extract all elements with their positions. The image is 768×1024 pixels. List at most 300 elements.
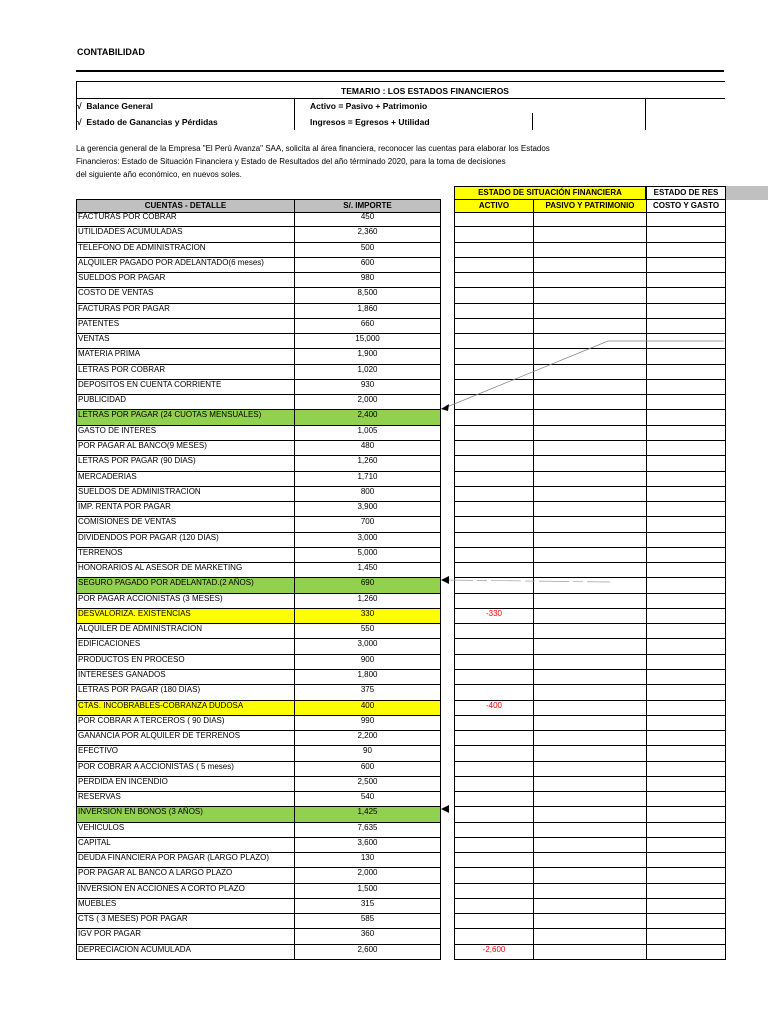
cell-activo[interactable] <box>454 655 533 670</box>
cell-cuenta[interactable]: HONORARIOS AL ASESOR DE MARKETING <box>76 563 294 578</box>
cell-activo[interactable] <box>454 487 533 502</box>
cell-activo[interactable] <box>454 380 533 395</box>
cell-importe[interactable]: 1,020 <box>294 365 441 380</box>
cell-cuenta[interactable]: MERCADERIAS <box>76 472 294 487</box>
cell-costo[interactable] <box>646 792 726 807</box>
cell-activo[interactable]: -330 <box>454 609 533 624</box>
table-row <box>76 395 726 410</box>
cell-activo[interactable] <box>454 853 533 868</box>
cell-importe[interactable]: 1,450 <box>294 563 441 578</box>
cell-activo[interactable] <box>454 899 533 914</box>
column-header-pasivo: PASIVO Y PATRIMONIO <box>533 199 647 213</box>
cell-costo[interactable] <box>646 838 726 853</box>
cell-costo[interactable] <box>646 655 726 670</box>
cell-activo[interactable] <box>454 410 533 425</box>
cell-importe[interactable]: 1,900 <box>294 349 441 364</box>
cell-pasivo[interactable] <box>533 716 646 731</box>
cell-importe[interactable]: 5,000 <box>294 548 441 563</box>
cell-pasivo[interactable] <box>533 746 646 761</box>
cell-cuenta[interactable]: PATENTES <box>76 319 294 334</box>
cell-activo[interactable] <box>454 716 533 731</box>
cell-costo[interactable] <box>646 609 726 624</box>
cell-cuenta[interactable]: CTS ( 3 MESES) POR PAGAR <box>76 914 294 929</box>
cell-activo[interactable] <box>454 472 533 487</box>
intro-line: Financieros: Estado de Situación Financiera y Estado de Resultados del año términado 2020, para la toma de decisiones <box>76 157 506 166</box>
cell-costo[interactable] <box>646 304 726 319</box>
table-row <box>76 258 726 273</box>
column-header-costo: COSTO Y GASTO <box>646 199 726 213</box>
cell-costo[interactable] <box>646 899 726 914</box>
cell-activo[interactable] <box>454 670 533 685</box>
cell-costo[interactable] <box>646 426 726 441</box>
cell-importe[interactable]: 600 <box>294 258 441 273</box>
cell-importe[interactable]: 375 <box>294 685 441 700</box>
cell-costo[interactable] <box>646 395 726 410</box>
cell-pasivo[interactable] <box>533 472 646 487</box>
cell-pasivo[interactable] <box>533 594 646 609</box>
table-row <box>76 914 726 929</box>
cell-importe[interactable]: 700 <box>294 517 441 532</box>
cell-pasivo[interactable] <box>533 624 646 639</box>
temario-item-label: Estado de Ganancias y Pérdidas <box>86 117 218 127</box>
cell-costo[interactable] <box>646 929 726 944</box>
cell-activo[interactable] <box>454 243 533 258</box>
cell-costo[interactable] <box>646 731 726 746</box>
table-row <box>76 319 726 334</box>
cell-cuenta[interactable]: LETRAS POR PAGAR (180 DIAS) <box>76 685 294 700</box>
cell-cuenta[interactable]: EDIFICACIONES <box>76 639 294 654</box>
cell-importe[interactable]: 315 <box>294 899 441 914</box>
cell-costo[interactable] <box>646 578 726 593</box>
cell-pasivo[interactable] <box>533 288 646 303</box>
cell-importe[interactable]: 3,900 <box>294 502 441 517</box>
cell-activo[interactable] <box>454 563 533 578</box>
cell-importe[interactable]: 3,600 <box>294 838 441 853</box>
cell-importe[interactable]: 3,000 <box>294 533 441 548</box>
table-row <box>76 792 726 807</box>
cell-pasivo[interactable] <box>533 319 646 334</box>
cell-importe[interactable]: 1,800 <box>294 670 441 685</box>
cell-costo[interactable] <box>646 533 726 548</box>
cell-cuenta[interactable]: MATERIA PRIMA <box>76 349 294 364</box>
table-row <box>76 701 726 716</box>
cell-importe[interactable]: 1,005 <box>294 426 441 441</box>
cell-costo[interactable] <box>646 746 726 761</box>
cell-cuenta[interactable]: TERRENOS <box>76 548 294 563</box>
table-row <box>76 670 726 685</box>
cell-costo[interactable] <box>646 807 726 822</box>
table-row <box>76 578 726 593</box>
table-row <box>76 227 726 242</box>
cell-costo[interactable] <box>646 334 726 349</box>
cell-pasivo[interactable] <box>533 655 646 670</box>
cell-pasivo[interactable] <box>533 899 646 914</box>
page-title: CONTABILIDAD <box>77 47 145 57</box>
cell-pasivo[interactable] <box>533 563 646 578</box>
cell-importe[interactable]: 930 <box>294 380 441 395</box>
cell-importe[interactable]: 480 <box>294 441 441 456</box>
cell-activo[interactable]: -2,600 <box>454 945 533 960</box>
table-row <box>76 777 726 792</box>
table-row <box>76 731 726 746</box>
cell-cuenta[interactable]: MUEBLES <box>76 899 294 914</box>
cell-activo[interactable] <box>454 212 533 227</box>
cell-activo[interactable] <box>454 258 533 273</box>
cell-costo[interactable] <box>646 685 726 700</box>
cell-activo[interactable] <box>454 273 533 288</box>
cell-pasivo[interactable] <box>533 456 646 471</box>
cell-importe[interactable]: 2,600 <box>294 945 441 960</box>
cell-activo[interactable] <box>454 334 533 349</box>
cell-pasivo[interactable] <box>533 533 646 548</box>
table-row <box>76 655 726 670</box>
cell-pasivo[interactable] <box>533 258 646 273</box>
cell-cuenta[interactable]: LETRAS POR COBRAR <box>76 365 294 380</box>
table-row <box>76 868 726 883</box>
cell-activo[interactable] <box>454 685 533 700</box>
cell-pasivo[interactable] <box>533 334 646 349</box>
cell-importe[interactable]: 550 <box>294 624 441 639</box>
cell-cuenta[interactable]: VENTAS <box>76 334 294 349</box>
table-row <box>76 441 726 456</box>
cell-pasivo[interactable] <box>533 807 646 822</box>
table-row <box>76 273 726 288</box>
check-icon: √ <box>77 117 82 127</box>
cell-cuenta[interactable]: CAPITAL <box>76 838 294 853</box>
cell-activo[interactable] <box>454 441 533 456</box>
cell-cuenta[interactable]: ALQUILER DE ADMINISTRACION <box>76 624 294 639</box>
cell-pasivo[interactable] <box>533 685 646 700</box>
cell-costo[interactable] <box>646 288 726 303</box>
cell-pasivo[interactable] <box>533 365 646 380</box>
cell-costo[interactable] <box>646 380 726 395</box>
cell-importe[interactable]: 660 <box>294 319 441 334</box>
cell-cuenta[interactable]: PUBLICIDAD <box>76 395 294 410</box>
cell-costo[interactable] <box>646 212 726 227</box>
cell-pasivo[interactable] <box>533 273 646 288</box>
temario-item-label: Balance General <box>86 101 154 111</box>
cell-cuenta[interactable]: POR PAGAR AL BANCO A LARGO PLAZO <box>76 868 294 883</box>
cell-pasivo[interactable] <box>533 349 646 364</box>
cell-cuenta[interactable]: DEPRECIACION ACUMULADA <box>76 945 294 960</box>
cell-costo[interactable] <box>646 563 726 578</box>
intro-paragraph <box>76 142 596 181</box>
cell-pasivo[interactable] <box>533 823 646 838</box>
cell-cuenta[interactable]: VEHICULOS <box>76 823 294 838</box>
cell-pasivo[interactable] <box>533 212 646 227</box>
intro-line: La gerencia general de la Empresa "El Perú Avanza" SAA, solicita al área financiera, reconocer las cuentas para elaborar los Estados <box>76 144 550 153</box>
cell-pasivo[interactable] <box>533 517 646 532</box>
cell-importe[interactable]: 585 <box>294 914 441 929</box>
cell-costo[interactable] <box>646 472 726 487</box>
cell-activo[interactable] <box>454 807 533 822</box>
cell-pasivo[interactable] <box>533 395 646 410</box>
table-row <box>76 624 726 639</box>
cell-importe[interactable]: 2,360 <box>294 227 441 242</box>
cell-costo[interactable] <box>646 914 726 929</box>
table-row <box>76 594 726 609</box>
cell-pasivo[interactable] <box>533 487 646 502</box>
cell-importe[interactable]: 980 <box>294 273 441 288</box>
table-row <box>76 410 726 425</box>
cell-pasivo[interactable] <box>533 884 646 899</box>
cell-activo[interactable] <box>454 868 533 883</box>
cell-costo[interactable] <box>646 243 726 258</box>
column-header-importe: S/. IMPORTE <box>294 199 441 213</box>
gray-strip <box>726 186 768 200</box>
temario-col-divider <box>294 98 295 130</box>
table-row <box>76 334 726 349</box>
cell-costo[interactable] <box>646 548 726 563</box>
cell-activo[interactable] <box>454 639 533 654</box>
cell-costo[interactable] <box>646 853 726 868</box>
cell-activo[interactable] <box>454 349 533 364</box>
cell-importe[interactable]: 500 <box>294 243 441 258</box>
cell-importe[interactable]: 1,260 <box>294 594 441 609</box>
cell-importe[interactable]: 2,000 <box>294 395 441 410</box>
cell-importe[interactable]: 400 <box>294 701 441 716</box>
cell-importe[interactable]: 2,200 <box>294 731 441 746</box>
cell-costo[interactable] <box>646 349 726 364</box>
cell-cuenta[interactable]: FACTURAS POR COBRAR <box>76 212 294 227</box>
cell-costo[interactable] <box>646 319 726 334</box>
cell-activo[interactable] <box>454 762 533 777</box>
cell-pasivo[interactable] <box>533 777 646 792</box>
cell-importe[interactable]: 2,000 <box>294 868 441 883</box>
table-row <box>76 563 726 578</box>
table-row <box>76 456 726 471</box>
cell-activo[interactable] <box>454 792 533 807</box>
cell-importe[interactable]: 1,710 <box>294 472 441 487</box>
cell-activo[interactable] <box>454 594 533 609</box>
table-row <box>76 548 726 563</box>
cell-importe[interactable]: 90 <box>294 746 441 761</box>
cell-cuenta[interactable]: COSTO DE VENTAS <box>76 288 294 303</box>
cell-activo[interactable] <box>454 914 533 929</box>
cell-pasivo[interactable] <box>533 929 646 944</box>
cell-pasivo[interactable] <box>533 838 646 853</box>
cell-cuenta[interactable]: LETRAS POR PAGAR (24 CUOTAS MENSUALES) <box>76 410 294 425</box>
cell-pasivo[interactable] <box>533 502 646 517</box>
cell-importe[interactable]: 1,500 <box>294 884 441 899</box>
cell-costo[interactable] <box>646 868 726 883</box>
temario-divider <box>76 98 725 99</box>
cell-importe[interactable]: 15,000 <box>294 334 441 349</box>
table-row <box>76 639 726 654</box>
cell-cuenta[interactable]: POR PAGAR ACCIONISTAS (3 MESES) <box>76 594 294 609</box>
cell-costo[interactable] <box>646 945 726 960</box>
header-estado-resultados: ESTADO DE RES <box>646 186 726 200</box>
cell-cuenta[interactable]: GANANCIA POR ALQUILER DE TERRENOS <box>76 731 294 746</box>
cell-cuenta[interactable]: SEGURO PAGADO POR ADELANTAD.(2 AÑOS) <box>76 578 294 593</box>
cell-costo[interactable] <box>646 365 726 380</box>
cell-costo[interactable] <box>646 777 726 792</box>
cell-cuenta[interactable]: GASTO DE INTERES <box>76 426 294 441</box>
cell-activo[interactable] <box>454 533 533 548</box>
cell-activo[interactable] <box>454 929 533 944</box>
cell-importe[interactable]: 600 <box>294 762 441 777</box>
cell-pasivo[interactable] <box>533 945 646 960</box>
cell-importe[interactable]: 540 <box>294 792 441 807</box>
cell-importe[interactable]: 2,400 <box>294 410 441 425</box>
cell-activo[interactable] <box>454 548 533 563</box>
cell-importe[interactable]: 130 <box>294 853 441 868</box>
table-row <box>76 212 726 227</box>
table-row <box>76 533 726 548</box>
cell-importe[interactable]: 330 <box>294 609 441 624</box>
cell-costo[interactable] <box>646 273 726 288</box>
cell-activo[interactable]: -400 <box>454 701 533 716</box>
cell-costo[interactable] <box>646 517 726 532</box>
cell-activo[interactable] <box>454 319 533 334</box>
table-row <box>76 884 726 899</box>
cell-cuenta[interactable]: EFECTIVO <box>76 746 294 761</box>
cell-importe[interactable]: 1,860 <box>294 304 441 319</box>
cell-cuenta[interactable]: DEUDA FINANCIERA POR PAGAR (LARGO PLAZO) <box>76 853 294 868</box>
cell-importe[interactable]: 450 <box>294 212 441 227</box>
cell-importe[interactable]: 1,425 <box>294 807 441 822</box>
cell-cuenta[interactable]: INVERSION EN ACCIONES A CORTO PLAZO <box>76 884 294 899</box>
cell-cuenta[interactable]: UTILIDADES ACUMULADAS <box>76 227 294 242</box>
cell-costo[interactable] <box>646 624 726 639</box>
title-rule <box>76 70 724 72</box>
cell-costo[interactable] <box>646 502 726 517</box>
temario-col-divider <box>645 98 646 130</box>
cell-activo[interactable] <box>454 746 533 761</box>
cell-activo[interactable] <box>454 502 533 517</box>
cell-pasivo[interactable] <box>533 548 646 563</box>
table-row <box>76 838 726 853</box>
cell-cuenta[interactable]: FACTURAS POR PAGAR <box>76 304 294 319</box>
cell-importe[interactable]: 3,000 <box>294 639 441 654</box>
cell-importe[interactable]: 690 <box>294 578 441 593</box>
column-header-activo: ACTIVO <box>454 199 534 213</box>
cell-activo[interactable] <box>454 884 533 899</box>
table-row <box>76 380 726 395</box>
cell-activo[interactable] <box>454 517 533 532</box>
cell-pasivo[interactable] <box>533 578 646 593</box>
cell-cuenta[interactable]: DIVIDENDOS POR PAGAR (120 DIAS) <box>76 533 294 548</box>
cell-cuenta[interactable]: IGV POR PAGAR <box>76 929 294 944</box>
cell-activo[interactable] <box>454 288 533 303</box>
cell-activo[interactable] <box>454 395 533 410</box>
cell-pasivo[interactable] <box>533 410 646 425</box>
cell-pasivo[interactable] <box>533 227 646 242</box>
cell-activo[interactable] <box>454 731 533 746</box>
cell-importe[interactable]: 990 <box>294 716 441 731</box>
table-row <box>76 899 726 914</box>
cell-costo[interactable] <box>646 456 726 471</box>
cell-activo[interactable] <box>454 624 533 639</box>
cell-activo[interactable] <box>454 777 533 792</box>
cell-cuenta[interactable]: LETRAS POR PAGAR (90 DIAS) <box>76 456 294 471</box>
cell-costo[interactable] <box>646 716 726 731</box>
cell-pasivo[interactable] <box>533 243 646 258</box>
cell-importe[interactable]: 900 <box>294 655 441 670</box>
cell-activo[interactable] <box>454 456 533 471</box>
cell-costo[interactable] <box>646 639 726 654</box>
cell-pasivo[interactable] <box>533 639 646 654</box>
cell-pasivo[interactable] <box>533 304 646 319</box>
cell-importe[interactable]: 7,635 <box>294 823 441 838</box>
cell-pasivo[interactable] <box>533 441 646 456</box>
cell-costo[interactable] <box>646 884 726 899</box>
intro-line: del siguiente año económico, en nuevos soles. <box>76 170 242 179</box>
cell-activo[interactable] <box>454 426 533 441</box>
cell-cuenta[interactable]: SUELDOS DE ADMINISTRACION <box>76 487 294 502</box>
cell-activo[interactable] <box>454 578 533 593</box>
table-row <box>76 716 726 731</box>
cell-pasivo[interactable] <box>533 701 646 716</box>
cell-pasivo[interactable] <box>533 426 646 441</box>
cell-pasivo[interactable] <box>533 731 646 746</box>
table-row <box>76 807 726 822</box>
cell-pasivo[interactable] <box>533 762 646 777</box>
cell-activo[interactable] <box>454 838 533 853</box>
cell-costo[interactable] <box>646 227 726 242</box>
cell-importe[interactable]: 800 <box>294 487 441 502</box>
cell-cuenta[interactable]: ALQUILER PAGADO POR ADELANTADO(6 meses) <box>76 258 294 273</box>
table-row <box>76 349 726 364</box>
cell-cuenta[interactable]: POR COBRAR A ACCIONISTAS ( 5 meses) <box>76 762 294 777</box>
cell-costo[interactable] <box>646 410 726 425</box>
cell-cuenta[interactable]: DESVALORIZA. EXISTENCIAS <box>76 609 294 624</box>
cell-costo[interactable] <box>646 823 726 838</box>
cell-costo[interactable] <box>646 670 726 685</box>
cell-cuenta[interactable]: RESERVAS <box>76 792 294 807</box>
cell-pasivo[interactable] <box>533 914 646 929</box>
table-row <box>76 945 726 960</box>
cell-importe[interactable]: 360 <box>294 929 441 944</box>
cell-pasivo[interactable] <box>533 380 646 395</box>
cell-cuenta[interactable]: COMISIONES DE VENTAS <box>76 517 294 532</box>
cell-cuenta[interactable]: SUELDOS POR PAGAR <box>76 273 294 288</box>
cell-pasivo[interactable] <box>533 609 646 624</box>
accounts-table <box>76 212 726 960</box>
temario-formula-resultados: Ingresos = Egresos + Utilidad <box>310 117 430 127</box>
cell-cuenta[interactable]: POR PAGAR AL BANCO(9 MESES) <box>76 441 294 456</box>
table-row <box>76 472 726 487</box>
cell-cuenta[interactable]: POR COBRAR A TERCEROS ( 90 DIAS) <box>76 716 294 731</box>
cell-costo[interactable] <box>646 441 726 456</box>
cell-activo[interactable] <box>454 823 533 838</box>
cell-importe[interactable]: 1,260 <box>294 456 441 471</box>
cell-cuenta[interactable]: PERDIDA EN INCENDIO <box>76 777 294 792</box>
cell-pasivo[interactable] <box>533 792 646 807</box>
cell-importe[interactable]: 8,500 <box>294 288 441 303</box>
cell-cuenta[interactable]: INTERESES GANADOS <box>76 670 294 685</box>
cell-cuenta[interactable]: TELEFONO DE ADMINISTRACION <box>76 243 294 258</box>
cell-cuenta[interactable]: DEPOSITOS EN CUENTA CORRIENTE <box>76 380 294 395</box>
cell-cuenta[interactable]: INVERSION EN BONOS (3 AÑOS) <box>76 807 294 822</box>
cell-costo[interactable] <box>646 701 726 716</box>
table-row <box>76 426 726 441</box>
cell-cuenta[interactable]: PRODUCTOS EN PROCESO <box>76 655 294 670</box>
cell-costo[interactable] <box>646 594 726 609</box>
cell-costo[interactable] <box>646 762 726 777</box>
cell-costo[interactable] <box>646 258 726 273</box>
cell-importe[interactable]: 2,500 <box>294 777 441 792</box>
cell-costo[interactable] <box>646 487 726 502</box>
cell-pasivo[interactable] <box>533 853 646 868</box>
cell-cuenta[interactable]: CTAS. INCOBRABLES-COBRANZA DUDOSA <box>76 701 294 716</box>
cell-pasivo[interactable] <box>533 868 646 883</box>
cell-cuenta[interactable]: IMP. RENTA POR PAGAR <box>76 502 294 517</box>
cell-pasivo[interactable] <box>533 670 646 685</box>
cell-activo[interactable] <box>454 365 533 380</box>
cell-activo[interactable] <box>454 304 533 319</box>
cell-activo[interactable] <box>454 227 533 242</box>
